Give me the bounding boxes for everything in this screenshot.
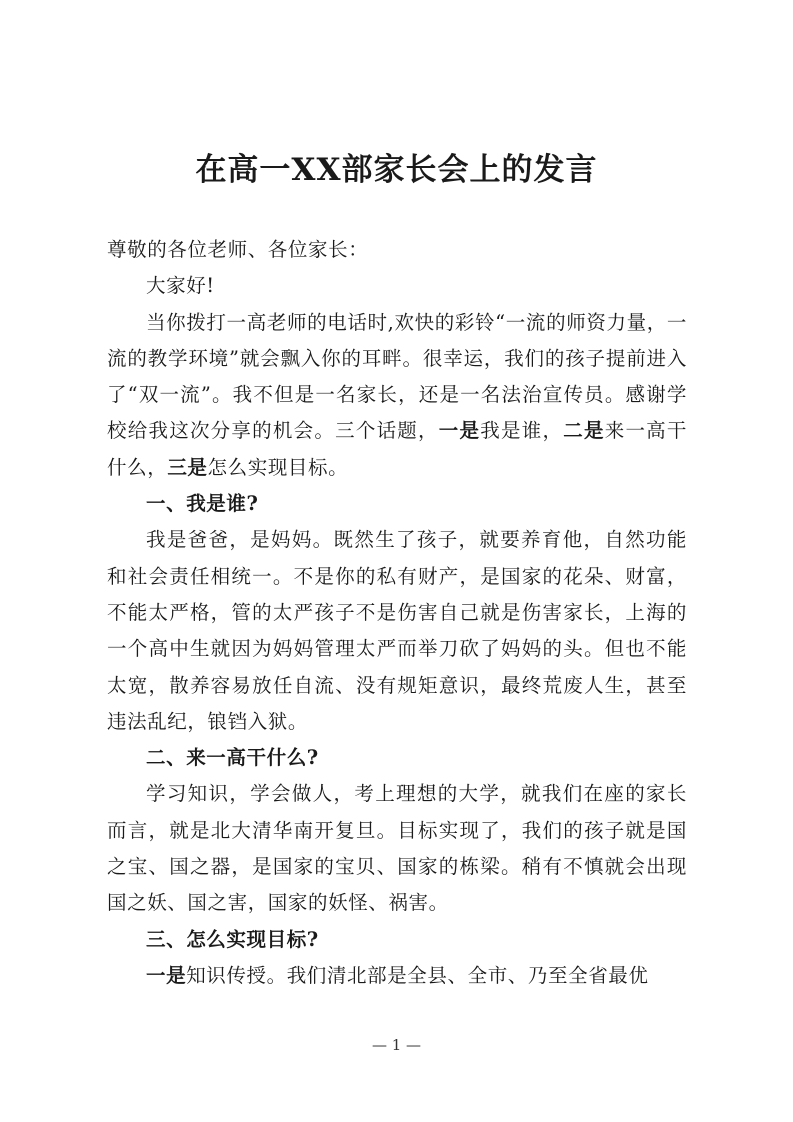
section3-text: 知识传授。我们清北部是全县、全市、乃至全省最优 xyxy=(186,963,649,987)
salutation: 尊敬的各位老师、各位家长： xyxy=(107,238,369,261)
intro-paragraph xyxy=(107,305,687,486)
intro-keyword-2: 二是 xyxy=(563,419,605,443)
document-body xyxy=(107,232,687,994)
intro-text-1: 当你拨打一高老师的电话时,欢快的彩铃“一流的师资力量，一流的教学环境”就会飘入你的耳畔。很幸运，我们的孩子提前进入了“双一流”。我不但是一名家长，还是一名法治宣传员。感谢学校给我这次分享的机会。三个话题， xyxy=(107,310,687,443)
intro-text-3: 来一高干什么， xyxy=(107,419,688,479)
page-number: — 1 — xyxy=(371,1036,422,1054)
section-body-1: 我是爸爸，是妈妈。既然生了孩子，就要养育他，自然功能和社会责任相统一。不是你的私有财产，是国家的花朵、财富，不能太严格，管的太严孩子不是伤害自己就是伤害家长，上海的一个高中生就因为妈妈管理太严而举刀砍了妈妈的头。但也不能太宽，散养容易放任自流、没有规矩意识，最终荒废人生，甚至违法乱纪，锒铛入狱。 xyxy=(107,528,687,733)
section-heading-2: 二、来一高干什么? xyxy=(146,746,319,770)
section3-keyword: 一是 xyxy=(146,963,187,987)
section-heading-1: 一、我是谁? xyxy=(146,492,259,516)
intro-text-4: 怎么实现目标。 xyxy=(207,455,349,479)
section-heading-3: 三、怎么实现目标? xyxy=(146,927,319,951)
intro-keyword-1: 一是 xyxy=(438,419,481,443)
greeting: 大家好! xyxy=(146,274,215,298)
section-body-3 xyxy=(107,958,687,994)
intro-keyword-3: 三是 xyxy=(167,455,208,479)
intro-text-2: 我是谁， xyxy=(480,419,564,443)
section-body-2: 学习知识，学会做人，考上理想的大学，就我们在座的家长而言，就是北大清华南开复旦。目标实现了，我们的孩子就是国之宝、国之器，是国家的宝贝、国家的栋梁。稍有不慎就会出现国之妖、国之害，国家的妖怪、祸害。 xyxy=(107,782,687,915)
document-title: 在高一XX部家长会上的发言 xyxy=(195,152,598,188)
